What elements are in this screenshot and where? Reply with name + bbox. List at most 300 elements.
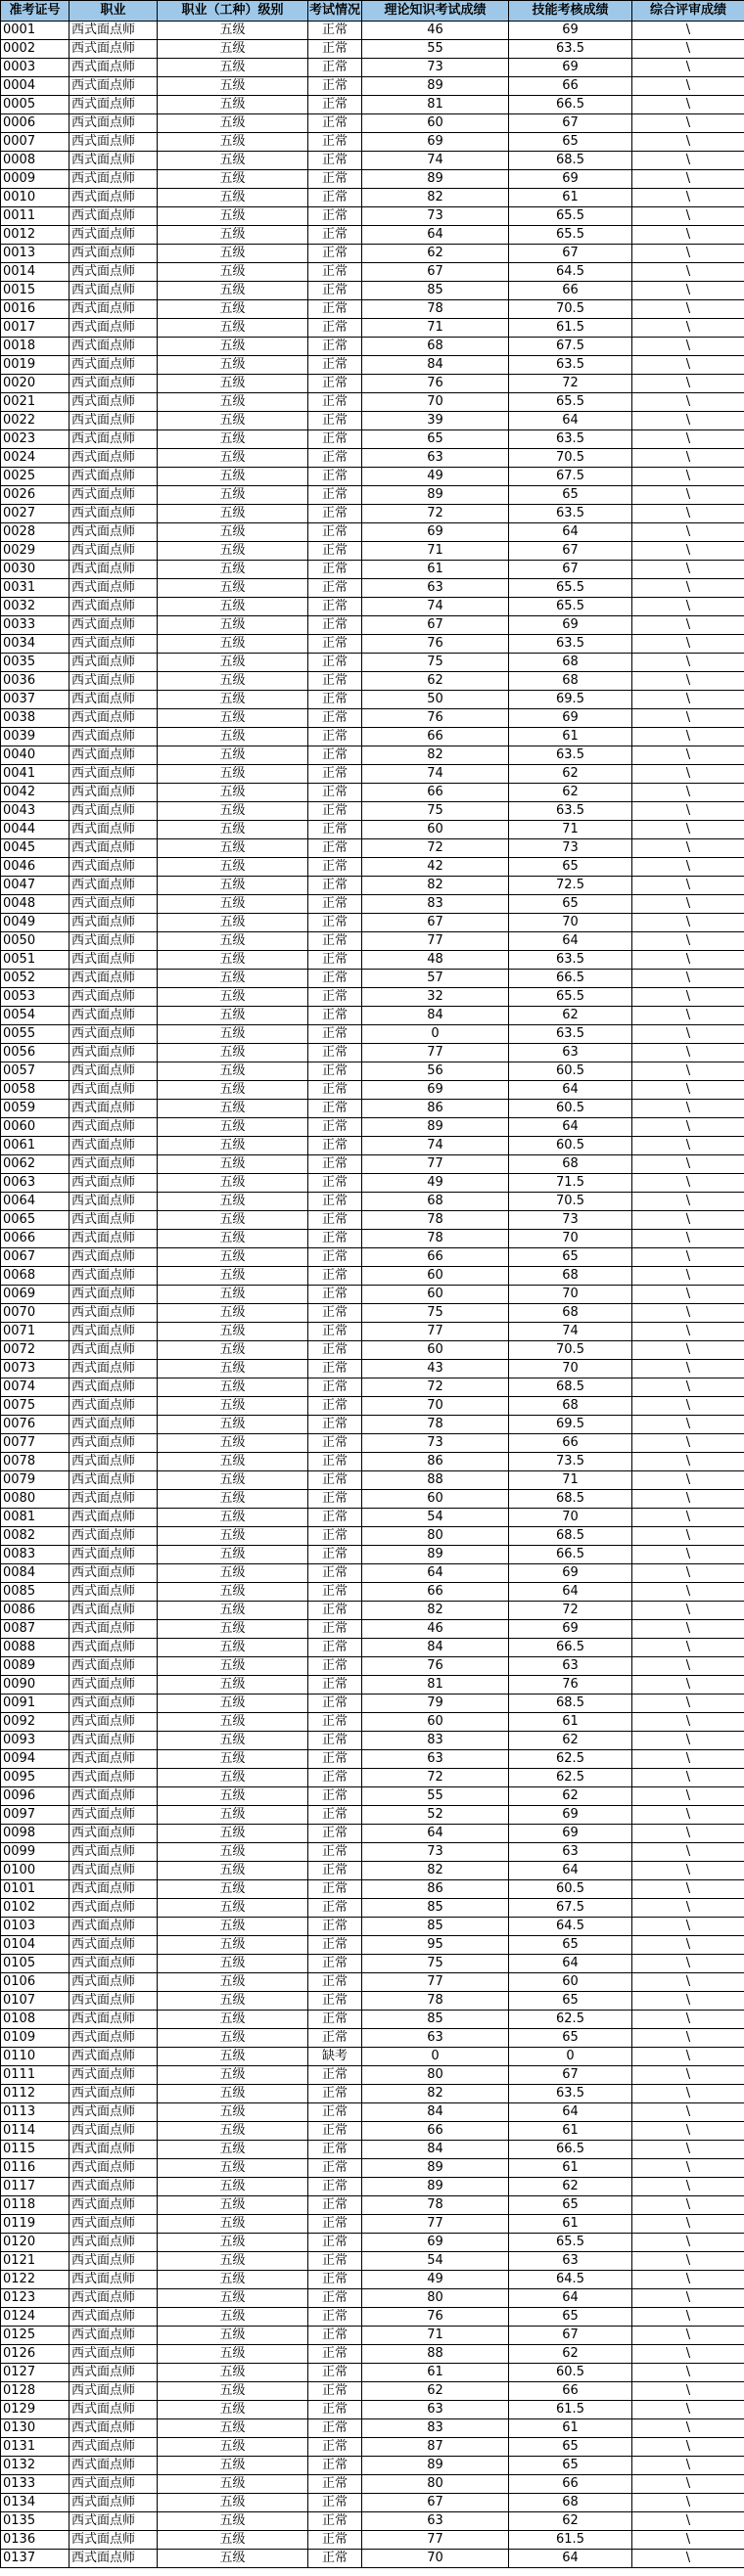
skill-score-cell: 65 (509, 133, 632, 152)
skill-score-cell: 70 (509, 1286, 632, 1304)
review-score-cell: \ (632, 802, 744, 821)
skill-score-cell: 68 (509, 1267, 632, 1286)
skill-score-cell: 74 (509, 1323, 632, 1341)
exam-status-cell: 正常 (308, 672, 362, 691)
exam-id-cell: 0026 (1, 486, 70, 505)
theory-score-cell: 77 (362, 1323, 509, 1341)
theory-score-cell: 76 (362, 709, 509, 728)
table-row (1, 1620, 744, 1639)
table-row (1, 1193, 744, 1211)
skill-score-cell: 65.5 (509, 207, 632, 226)
skill-score-cell: 63.5 (509, 2085, 632, 2103)
occupation-cell: 西式面点师 (70, 1620, 158, 1639)
theory-score-cell: 84 (362, 2141, 509, 2159)
theory-score-cell: 64 (362, 1564, 509, 1583)
level-cell: 五级 (158, 1193, 308, 1211)
table-row (1, 784, 744, 802)
review-score-cell: \ (632, 22, 744, 40)
table-row (1, 728, 744, 746)
level-cell: 五级 (158, 2364, 308, 2382)
occupation-cell: 西式面点师 (70, 152, 158, 170)
table-row (1, 393, 744, 412)
exam-status-cell: 正常 (308, 1193, 362, 1211)
exam-id-cell: 0087 (1, 1620, 70, 1639)
theory-score-cell: 89 (362, 1546, 509, 1564)
review-score-cell: \ (632, 1546, 744, 1564)
level-cell: 五级 (158, 430, 308, 449)
exam-status-cell: 正常 (308, 1955, 362, 1973)
exam-id-cell: 0060 (1, 1118, 70, 1137)
skill-score-cell: 73 (509, 839, 632, 858)
theory-score-cell: 54 (362, 2252, 509, 2271)
table-row (1, 2419, 744, 2438)
table-row (1, 2029, 744, 2048)
skill-score-cell: 0 (509, 2048, 632, 2066)
level-cell: 五级 (158, 951, 308, 970)
occupation-cell: 西式面点师 (70, 2327, 158, 2345)
exam-id-cell: 0062 (1, 1155, 70, 1174)
occupation-cell: 西式面点师 (70, 2066, 158, 2085)
skill-score-cell: 68.5 (509, 1695, 632, 1713)
table-row (1, 2011, 744, 2029)
occupation-cell: 西式面点师 (70, 2103, 158, 2122)
skill-score-cell: 73.5 (509, 1453, 632, 1471)
exam-id-cell: 0049 (1, 914, 70, 932)
occupation-cell: 西式面点师 (70, 1490, 158, 1509)
exam-status-cell: 正常 (308, 1360, 362, 1378)
theory-score-cell: 81 (362, 96, 509, 114)
exam-id-cell: 0008 (1, 152, 70, 170)
review-score-cell: \ (632, 1304, 744, 1323)
table-row (1, 1155, 744, 1174)
exam-status-cell: 正常 (308, 2457, 362, 2475)
theory-score-cell: 67 (362, 263, 509, 282)
exam-status-cell: 正常 (308, 1416, 362, 1434)
theory-score-cell: 74 (362, 765, 509, 784)
exam-status-cell: 正常 (308, 2103, 362, 2122)
theory-score-cell: 46 (362, 22, 509, 40)
level-cell: 五级 (158, 2234, 308, 2252)
occupation-cell: 西式面点师 (70, 1248, 158, 1267)
theory-score-cell: 77 (362, 1155, 509, 1174)
theory-score-cell: 72 (362, 839, 509, 858)
occupation-cell: 西式面点师 (70, 375, 158, 393)
exam-id-cell: 0054 (1, 1007, 70, 1025)
theory-score-cell: 67 (362, 914, 509, 932)
exam-status-cell: 正常 (308, 914, 362, 932)
exam-status-cell: 正常 (308, 152, 362, 170)
theory-score-cell: 60 (362, 1341, 509, 1360)
level-cell: 五级 (158, 1304, 308, 1323)
exam-status-cell: 正常 (308, 1062, 362, 1081)
table-row (1, 2512, 744, 2531)
level-cell: 五级 (158, 988, 308, 1007)
occupation-cell: 西式面点师 (70, 96, 158, 114)
skill-score-cell: 65 (509, 2029, 632, 2048)
review-score-cell: \ (632, 1025, 744, 1044)
exam-id-cell: 0059 (1, 1100, 70, 1118)
table-body (1, 22, 744, 2568)
skill-score-cell: 62 (509, 1007, 632, 1025)
table-row (1, 356, 744, 375)
skill-score-cell: 68 (509, 654, 632, 672)
theory-score-cell: 55 (362, 1787, 509, 1806)
review-score-cell: \ (632, 2103, 744, 2122)
theory-score-cell: 76 (362, 1657, 509, 1676)
exam-status-cell: 正常 (308, 691, 362, 709)
level-cell: 五级 (158, 1434, 308, 1453)
exam-status-cell: 正常 (308, 1007, 362, 1025)
table-row (1, 821, 744, 839)
level-cell: 五级 (158, 1825, 308, 1843)
table-row (1, 1732, 744, 1750)
header-exam-id: 准考证号 (1, 1, 70, 22)
level-cell: 五级 (158, 2122, 308, 2141)
level-cell: 五级 (158, 1007, 308, 1025)
table-row (1, 1657, 744, 1676)
table-row (1, 970, 744, 988)
review-score-cell: \ (632, 1880, 744, 1899)
table-row (1, 2494, 744, 2512)
skill-score-cell: 73 (509, 1211, 632, 1230)
exam-status-cell: 正常 (308, 1899, 362, 1918)
exam-id-cell: 0009 (1, 170, 70, 189)
exam-status-cell: 正常 (308, 2215, 362, 2234)
level-cell: 五级 (158, 1936, 308, 1955)
occupation-cell: 西式面点师 (70, 1899, 158, 1918)
occupation-cell: 西式面点师 (70, 486, 158, 505)
skill-score-cell: 60.5 (509, 1100, 632, 1118)
exam-id-cell: 0013 (1, 245, 70, 263)
exam-status-cell: 缺考 (308, 2048, 362, 2066)
review-score-cell: \ (632, 1360, 744, 1378)
review-score-cell: \ (632, 2048, 744, 2066)
level-cell: 五级 (158, 1732, 308, 1750)
review-score-cell: \ (632, 1732, 744, 1750)
skill-score-cell: 61.5 (509, 2401, 632, 2419)
review-score-cell: \ (632, 2178, 744, 2196)
theory-score-cell: 89 (362, 2178, 509, 2196)
header-skill-score: 技能考核成绩 (509, 1, 632, 22)
review-score-cell: \ (632, 1825, 744, 1843)
table-row (1, 1490, 744, 1509)
exam-id-cell: 0080 (1, 1490, 70, 1509)
level-cell: 五级 (158, 338, 308, 356)
exam-id-cell: 0007 (1, 133, 70, 152)
skill-score-cell: 64.5 (509, 2271, 632, 2289)
level-cell: 五级 (158, 598, 308, 616)
table-row (1, 1453, 744, 1471)
table-row (1, 1639, 744, 1657)
exam-id-cell: 0025 (1, 468, 70, 486)
theory-score-cell: 89 (362, 2457, 509, 2475)
exam-id-cell: 0017 (1, 319, 70, 338)
header-theory-score: 理论知识考试成绩 (362, 1, 509, 22)
exam-id-cell: 0031 (1, 579, 70, 598)
theory-score-cell: 70 (362, 393, 509, 412)
occupation-cell: 西式面点师 (70, 2048, 158, 2066)
occupation-cell: 西式面点师 (70, 654, 158, 672)
exam-status-cell: 正常 (308, 1044, 362, 1062)
skill-score-cell: 60.5 (509, 1137, 632, 1155)
theory-score-cell: 74 (362, 152, 509, 170)
review-score-cell: \ (632, 1174, 744, 1193)
skill-score-cell: 68 (509, 1155, 632, 1174)
occupation-cell: 西式面点师 (70, 412, 158, 430)
exam-status-cell: 正常 (308, 1750, 362, 1769)
occupation-cell: 西式面点师 (70, 1843, 158, 1862)
exam-id-cell: 0003 (1, 59, 70, 77)
theory-score-cell: 73 (362, 207, 509, 226)
theory-score-cell: 82 (362, 1602, 509, 1620)
occupation-cell: 西式面点师 (70, 2382, 158, 2401)
occupation-cell: 西式面点师 (70, 22, 158, 40)
level-cell: 五级 (158, 2271, 308, 2289)
exam-id-cell: 0137 (1, 2550, 70, 2568)
theory-score-cell: 73 (362, 1843, 509, 1862)
theory-score-cell: 82 (362, 2085, 509, 2103)
theory-score-cell: 70 (362, 2550, 509, 2568)
table-row (1, 1341, 744, 1360)
exam-id-cell: 0064 (1, 1193, 70, 1211)
occupation-cell: 西式面点师 (70, 1007, 158, 1025)
skill-score-cell: 67.5 (509, 1899, 632, 1918)
table-row (1, 1918, 744, 1936)
table-row (1, 170, 744, 189)
exam-status-cell: 正常 (308, 2159, 362, 2178)
level-cell: 五级 (158, 1323, 308, 1341)
review-score-cell: \ (632, 282, 744, 300)
level-cell: 五级 (158, 1806, 308, 1825)
table-row (1, 2141, 744, 2159)
exam-id-cell: 0101 (1, 1880, 70, 1899)
table-row (1, 654, 744, 672)
level-cell: 五级 (158, 914, 308, 932)
review-score-cell: \ (632, 393, 744, 412)
occupation-cell: 西式面点师 (70, 672, 158, 691)
review-score-cell: \ (632, 2512, 744, 2531)
table-row (1, 1267, 744, 1286)
review-score-cell: \ (632, 1676, 744, 1695)
exam-id-cell: 0033 (1, 616, 70, 635)
theory-score-cell: 63 (362, 1750, 509, 1769)
theory-score-cell: 75 (362, 1304, 509, 1323)
skill-score-cell: 63 (509, 2252, 632, 2271)
table-row (1, 2382, 744, 2401)
review-score-cell: \ (632, 412, 744, 430)
level-cell: 五级 (158, 1360, 308, 1378)
skill-score-cell: 61 (509, 2159, 632, 2178)
occupation-cell: 西式面点师 (70, 746, 158, 765)
table-row (1, 1806, 744, 1825)
skill-score-cell: 69 (509, 59, 632, 77)
theory-score-cell: 95 (362, 1936, 509, 1955)
level-cell: 五级 (158, 728, 308, 746)
level-cell: 五级 (158, 691, 308, 709)
level-cell: 五级 (158, 858, 308, 877)
table-row (1, 2550, 744, 2568)
theory-score-cell: 63 (362, 2401, 509, 2419)
skill-score-cell: 61 (509, 1713, 632, 1732)
exam-id-cell: 0056 (1, 1044, 70, 1062)
level-cell: 五级 (158, 2178, 308, 2196)
skill-score-cell: 62 (509, 784, 632, 802)
level-cell: 五级 (158, 319, 308, 338)
skill-score-cell: 63.5 (509, 951, 632, 970)
exam-id-cell: 0043 (1, 802, 70, 821)
review-score-cell: \ (632, 226, 744, 245)
exam-id-cell: 0105 (1, 1955, 70, 1973)
review-score-cell: \ (632, 2382, 744, 2401)
exam-status-cell: 正常 (308, 1323, 362, 1341)
exam-status-cell: 正常 (308, 2122, 362, 2141)
occupation-cell: 西式面点师 (70, 2178, 158, 2196)
occupation-cell: 西式面点师 (70, 1955, 158, 1973)
skill-score-cell: 64.5 (509, 1918, 632, 1936)
exam-status-cell: 正常 (308, 802, 362, 821)
exam-status-cell: 正常 (308, 561, 362, 579)
occupation-cell: 西式面点师 (70, 1304, 158, 1323)
review-score-cell: \ (632, 988, 744, 1007)
exam-status-cell: 正常 (308, 2141, 362, 2159)
exam-status-cell: 正常 (308, 1825, 362, 1843)
skill-score-cell: 67 (509, 245, 632, 263)
level-cell: 五级 (158, 2085, 308, 2103)
skill-score-cell: 69 (509, 1564, 632, 1583)
level-cell: 五级 (158, 2215, 308, 2234)
review-score-cell: \ (632, 616, 744, 635)
theory-score-cell: 80 (362, 2289, 509, 2308)
exam-id-cell: 0051 (1, 951, 70, 970)
exam-status-cell: 正常 (308, 579, 362, 598)
exam-id-cell: 0067 (1, 1248, 70, 1267)
exam-id-cell: 0128 (1, 2382, 70, 2401)
skill-score-cell: 63 (509, 1843, 632, 1862)
review-score-cell: \ (632, 114, 744, 133)
review-score-cell: \ (632, 1787, 744, 1806)
skill-score-cell: 65.5 (509, 226, 632, 245)
occupation-cell: 西式面点师 (70, 1174, 158, 1193)
table-row (1, 1527, 744, 1546)
review-score-cell: \ (632, 672, 744, 691)
review-score-cell: \ (632, 1843, 744, 1862)
skill-score-cell: 61 (509, 189, 632, 207)
exam-id-cell: 0073 (1, 1360, 70, 1378)
skill-score-cell: 65 (509, 1936, 632, 1955)
table-row (1, 96, 744, 114)
level-cell: 五级 (158, 635, 308, 654)
exam-id-cell: 0011 (1, 207, 70, 226)
review-score-cell: \ (632, 430, 744, 449)
exam-status-cell: 正常 (308, 1992, 362, 2011)
skill-score-cell: 66 (509, 77, 632, 96)
table-row (1, 1825, 744, 1843)
theory-score-cell: 80 (362, 1527, 509, 1546)
level-cell: 五级 (158, 1769, 308, 1787)
table-row (1, 505, 744, 523)
table-row (1, 1434, 744, 1453)
exam-id-cell: 0032 (1, 598, 70, 616)
exam-status-cell: 正常 (308, 1397, 362, 1416)
occupation-cell: 西式面点师 (70, 1397, 158, 1416)
table-row (1, 40, 744, 59)
occupation-cell: 西式面点师 (70, 970, 158, 988)
exam-id-cell: 0122 (1, 2271, 70, 2289)
exam-status-cell: 正常 (308, 2327, 362, 2345)
exam-id-cell: 0018 (1, 338, 70, 356)
exam-status-cell: 正常 (308, 1434, 362, 1453)
theory-score-cell: 60 (362, 1713, 509, 1732)
skill-score-cell: 65.5 (509, 579, 632, 598)
review-score-cell: \ (632, 2419, 744, 2438)
occupation-cell: 西式面点师 (70, 2011, 158, 2029)
skill-score-cell: 68 (509, 1397, 632, 1416)
exam-id-cell: 0014 (1, 263, 70, 282)
review-score-cell: \ (632, 635, 744, 654)
table-row (1, 1695, 744, 1713)
review-score-cell: \ (632, 2029, 744, 2048)
table-row (1, 1378, 744, 1397)
exam-status-cell: 正常 (308, 2308, 362, 2327)
level-cell: 五级 (158, 2048, 308, 2066)
exam-status-cell: 正常 (308, 1341, 362, 1360)
table-row (1, 2103, 744, 2122)
occupation-cell: 西式面点师 (70, 1602, 158, 1620)
exam-id-cell: 0029 (1, 542, 70, 561)
table-row (1, 2271, 744, 2289)
exam-status-cell: 正常 (308, 858, 362, 877)
level-cell: 五级 (158, 300, 308, 319)
exam-status-cell: 正常 (308, 1769, 362, 1787)
occupation-cell: 西式面点师 (70, 2531, 158, 2550)
level-cell: 五级 (158, 2029, 308, 2048)
skill-score-cell: 65 (509, 858, 632, 877)
level-cell: 五级 (158, 579, 308, 598)
theory-score-cell: 62 (362, 2382, 509, 2401)
review-score-cell: \ (632, 2141, 744, 2159)
exam-id-cell: 0053 (1, 988, 70, 1007)
level-cell: 五级 (158, 1880, 308, 1899)
table-row (1, 2066, 744, 2085)
occupation-cell: 西式面点师 (70, 821, 158, 839)
review-score-cell: \ (632, 2494, 744, 2512)
level-cell: 五级 (158, 542, 308, 561)
theory-score-cell: 69 (362, 2234, 509, 2252)
occupation-cell: 西式面点师 (70, 1211, 158, 1230)
exam-status-cell: 正常 (308, 2271, 362, 2289)
skill-score-cell: 70.5 (509, 449, 632, 468)
skill-score-cell: 66.5 (509, 1546, 632, 1564)
level-cell: 五级 (158, 1843, 308, 1862)
exam-status-cell: 正常 (308, 1471, 362, 1490)
exam-id-cell: 0074 (1, 1378, 70, 1397)
level-cell: 五级 (158, 133, 308, 152)
level-cell: 五级 (158, 1509, 308, 1527)
skill-score-cell: 69 (509, 170, 632, 189)
skill-score-cell: 66 (509, 2382, 632, 2401)
exam-id-cell: 0095 (1, 1769, 70, 1787)
occupation-cell: 西式面点师 (70, 2512, 158, 2531)
level-cell: 五级 (158, 22, 308, 40)
level-cell: 五级 (158, 40, 308, 59)
skill-score-cell: 76 (509, 1676, 632, 1695)
review-score-cell: \ (632, 1750, 744, 1769)
skill-score-cell: 70 (509, 1230, 632, 1248)
table-row (1, 1323, 744, 1341)
theory-score-cell: 66 (362, 2122, 509, 2141)
skill-score-cell: 65 (509, 2438, 632, 2457)
exam-status-cell: 正常 (308, 263, 362, 282)
